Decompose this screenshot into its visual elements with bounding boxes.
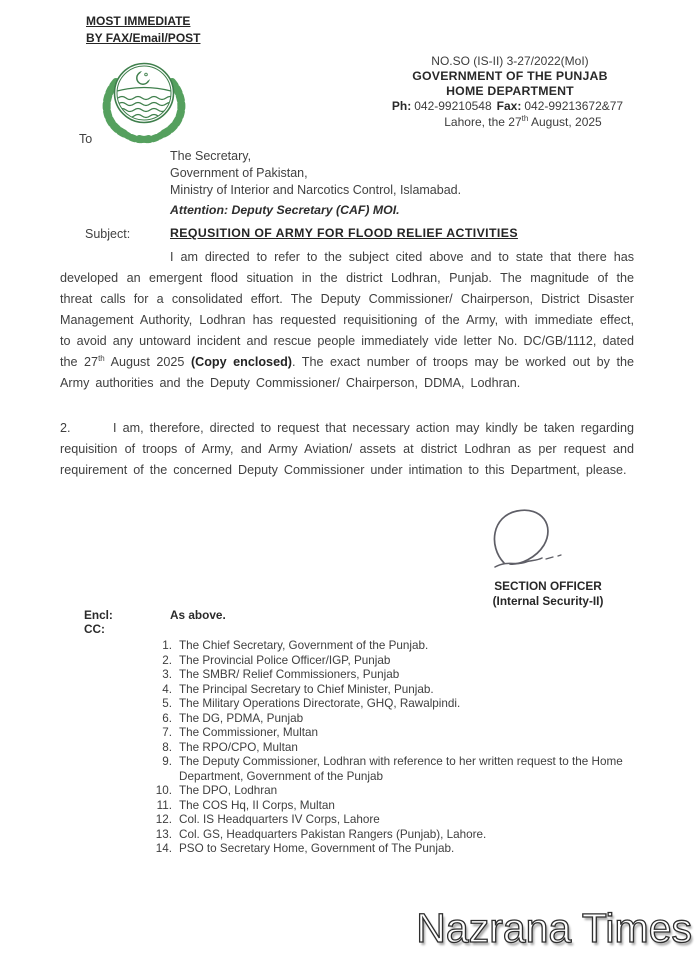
cc-item-text: The Principal Secretary to Chief Minister, Punjab. bbox=[179, 682, 434, 696]
cc-item-number: 10. bbox=[155, 784, 172, 797]
signature-scribble-icon bbox=[470, 502, 590, 580]
cc-item-number: 3. bbox=[162, 668, 172, 681]
date-ordinal: th bbox=[521, 114, 529, 123]
stamp-line-most-immediate: MOST IMMEDIATE bbox=[86, 14, 191, 28]
signatory-subtitle: (Internal Security-II) bbox=[492, 593, 604, 608]
cc-item-text: The SMBR/ Relief Commissioners, Punjab bbox=[179, 668, 400, 681]
cc-label: CC: bbox=[84, 622, 105, 636]
stamp-line-by-fax: BY FAX/Email/POST bbox=[86, 30, 201, 45]
cc-item-text: The Commissioner, Multan bbox=[179, 726, 318, 739]
phone-fax-line bbox=[370, 99, 650, 114]
paragraph-number: 2. bbox=[60, 421, 71, 435]
cc-item bbox=[150, 712, 638, 727]
recipient-line: Ministry of Interior and Narcotics Control, Islamabad. bbox=[170, 182, 462, 197]
cc-item-number: 14. bbox=[155, 842, 172, 855]
cc-item bbox=[150, 828, 638, 843]
punjab-emblem-logo bbox=[92, 50, 196, 148]
cc-item bbox=[150, 683, 638, 698]
phone-label: Ph: bbox=[391, 99, 412, 113]
nazrana-times-watermark: Nazrana Times bbox=[416, 905, 692, 951]
cc-item-number: 4. bbox=[162, 682, 172, 696]
cc-item-number: 5. bbox=[162, 697, 172, 710]
signatory-title: SECTION OFFICER bbox=[494, 579, 602, 593]
cc-item-text: The Deputy Commissioner, Lodhran with reference to her written request to the Home Department, Government of the Punjab bbox=[179, 755, 623, 783]
fax-value: 042-99213672&77 bbox=[524, 99, 624, 113]
cc-item-text: The RPO/CPO, Multan bbox=[179, 740, 298, 754]
cc-item bbox=[150, 842, 638, 857]
subject-title: REQUSITION OF ARMY FOR FLOOD RELIEF ACTIVITIES bbox=[170, 226, 518, 240]
fax-label: Fax: bbox=[496, 99, 522, 113]
cc-item-text: Col. GS, Headquarters Pakistan Rangers (Punjab), Lahore. bbox=[179, 827, 487, 841]
cc-item bbox=[150, 755, 638, 784]
cc-item bbox=[150, 654, 638, 669]
subject-label: Subject: bbox=[85, 227, 131, 241]
cc-item bbox=[150, 639, 638, 654]
department-name: HOME DEPARTMENT bbox=[446, 84, 574, 98]
cc-item-number: 13. bbox=[155, 827, 172, 841]
recipient-line: The Secretary, bbox=[170, 149, 252, 163]
cc-item-text: The COS Hq, II Corps, Multan bbox=[179, 798, 335, 812]
para1-text: . The exact number of troops may be worked out by the Army authorities and the Deputy Commissioner/ Chairperson, DDMA, Lodhran. bbox=[60, 355, 635, 390]
cc-item-number: 11. bbox=[156, 798, 172, 812]
attention-line: Attention: Deputy Secretary (CAF) MOI. bbox=[170, 203, 400, 217]
recipient-address bbox=[170, 148, 461, 198]
government-name: GOVERNMENT OF THE PUNJAB bbox=[412, 69, 608, 83]
phone-value: 042-99210548 bbox=[414, 99, 492, 113]
cc-item-text: PSO to Secretary Home, Government of The Punjab. bbox=[179, 842, 455, 855]
cc-item-text: The DG, PDMA, Punjab bbox=[179, 711, 304, 725]
copy-enclosed-emphasis: (Copy enclosed) bbox=[190, 355, 292, 369]
cc-item bbox=[150, 741, 638, 756]
recipient-line: Government of Pakistan, bbox=[170, 165, 308, 180]
cc-item-number: 9. bbox=[162, 755, 172, 768]
enclosure-label: Encl: bbox=[84, 608, 113, 622]
cc-item bbox=[150, 726, 638, 741]
cc-item bbox=[150, 784, 638, 799]
cc-item-text: Col. IS Headquarters IV Corps, Lahore bbox=[179, 813, 380, 826]
cc-item-text: The Chief Secretary, Government of the Punjab. bbox=[179, 639, 429, 652]
date-prefix: Lahore, the 27 bbox=[444, 115, 522, 129]
cc-item bbox=[150, 799, 638, 814]
body-paragraph-2 bbox=[60, 418, 634, 481]
to-label: To bbox=[79, 132, 93, 146]
cc-item-number: 12. bbox=[155, 813, 172, 826]
cc-item-number: 6. bbox=[162, 711, 172, 725]
cc-item bbox=[150, 697, 638, 712]
priority-stamp bbox=[86, 13, 200, 46]
para1-text: August 2025 bbox=[104, 355, 191, 369]
reference-number: NO.SO (IS-II) 3-27/2022(MoI) bbox=[431, 54, 589, 68]
para2-text: I am, therefore, directed to request that necessary action may kindly be taken regarding requisition of troops of Army, and Army Aviation/ assets at district Lodhran as per request and requirement of the concerned Deputy Commissioner under intimation to this Department, please. bbox=[60, 421, 634, 477]
signatory-block bbox=[462, 579, 634, 608]
para1-text: I am directed to refer to the subject cited above and to state that there has developed an emergent flood situation in the district Lodhran, Punjab. The magnitude of the threat calls for a consolidated effort. The Deputy Commissioner/ Chairperson, District Disaster Management Authority, Lodhran has requested requisitioning of the Army, with immediate effect, to avoid any untoward incident and rescue people immediately vide letter No. DC/GB/1112, dated the 27 bbox=[60, 250, 634, 369]
date-line bbox=[370, 115, 650, 130]
date-suffix: August, 2025 bbox=[528, 115, 602, 129]
letterhead bbox=[370, 54, 650, 130]
cc-item bbox=[150, 813, 638, 828]
cc-item-text: The DPO, Lodhran bbox=[179, 784, 278, 797]
cc-item-text: The Military Operations Directorate, GHQ, Rawalpindi. bbox=[179, 697, 461, 710]
cc-item-number: 2. bbox=[162, 653, 172, 667]
body-paragraph-1 bbox=[60, 247, 634, 394]
punjab-emblem-icon bbox=[92, 50, 196, 148]
cc-item-text: The Provincial Police Officer/IGP, Punjab bbox=[179, 653, 391, 667]
cc-list bbox=[150, 639, 638, 857]
cc-item bbox=[150, 668, 638, 683]
cc-item-number: 7. bbox=[162, 726, 172, 739]
para1-ordinal: th bbox=[98, 353, 105, 363]
enclosure-value: As above. bbox=[170, 608, 226, 622]
cc-item-number: 8. bbox=[162, 740, 172, 754]
cc-item-number: 1. bbox=[162, 639, 172, 652]
